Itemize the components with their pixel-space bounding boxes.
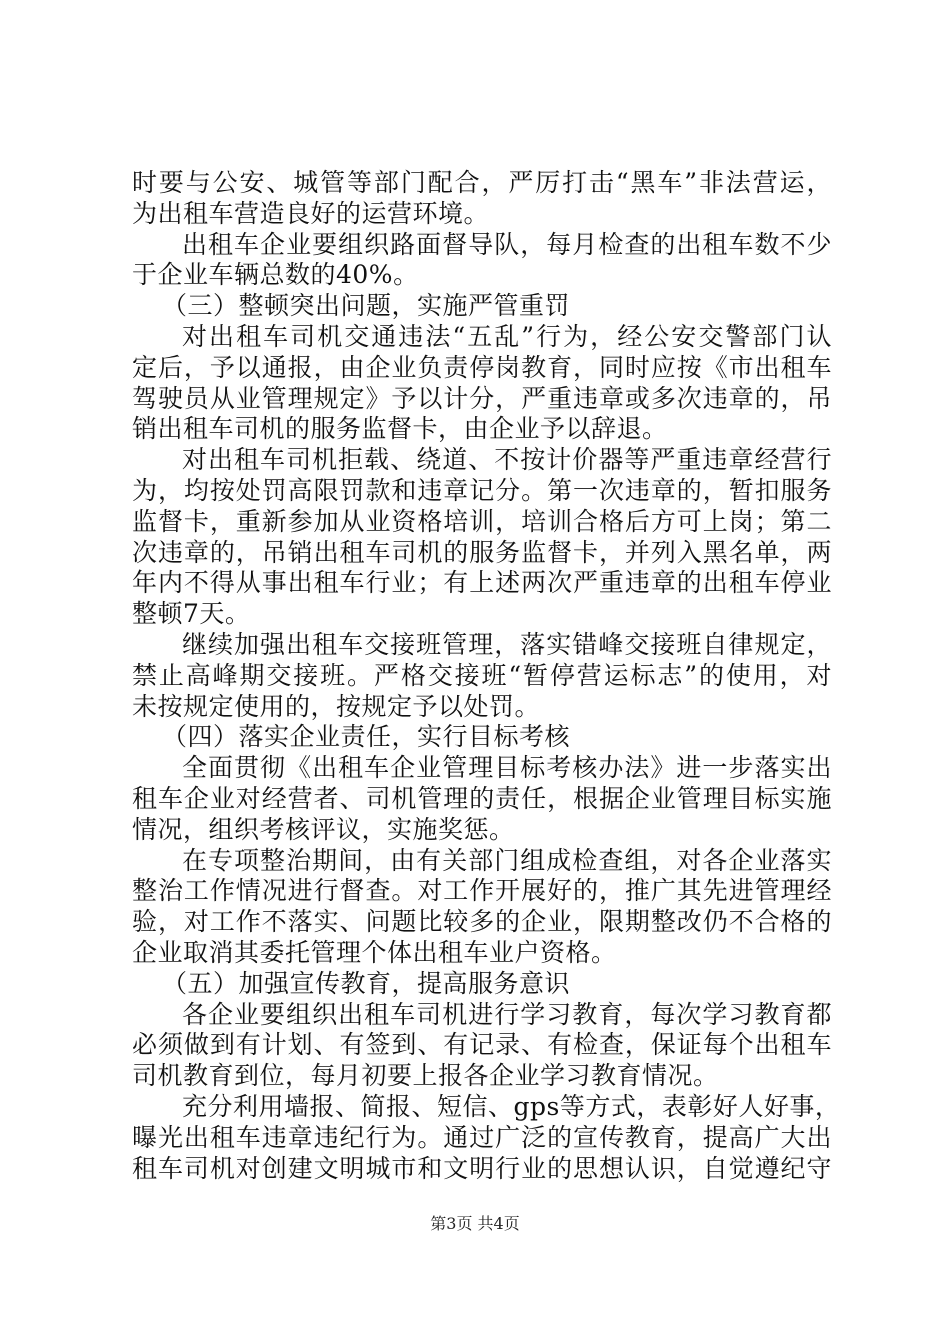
text-line: 司机教育到位，每月初要上报各企业学习教育情况。 [132,1061,719,1091]
section-heading: （五）加强宣传教育，提高服务意识 [162,968,571,998]
text-line: 情况，组织考核评议，实施奖惩。 [132,814,515,844]
text-line: 在专项整治期间，由有关部门组成检查组，对各企业落实 [182,845,832,875]
text-line: 各企业要组织出租车司机进行学习教育，每次学习教育都 [182,999,832,1029]
text-line: 年内不得从事出租车行业；有上述两次严重违章的出租车停业 [132,568,832,598]
text-line: 为出租车营造良好的运营环境。 [132,198,490,228]
section-heading: （四）落实企业责任，实行目标考核 [162,722,571,752]
text-line: 对出租车司机拒载、绕道、不按计价器等严重违章经营行 [182,445,832,475]
page-number: 第3页 共4页 [430,1214,520,1233]
text-line: 驾驶员从业管理规定》予以计分，严重违章或多次违章的，吊 [132,383,832,413]
text-line: 为，均按处罚高限罚款和违章记分。第一次违章的，暂扣服务 [132,475,832,505]
text-line: 曝光出租车违章违纪行为。通过广泛的宣传教育，提高广大出 [132,1122,832,1152]
document-body [132,168,841,1184]
section-heading: （三）整顿突出问题，实施严管重罚 [162,291,571,321]
text-line: 于企业车辆总数的40%。 [132,260,419,290]
text-line: 定后，予以通报，由企业负责停岗教育，同时应按《市出租车 [132,352,832,382]
text-line: 时要与公安、城管等部门配合，严厉打击“黑车”非法营运， [132,168,832,197]
page-footer [0,1214,950,1234]
text-line: 销出租车司机的服务监督卡，由企业予以辞退。 [132,414,668,444]
text-line: 验，对工作不落实、问题比较多的企业，限期整改仍不合格的 [132,907,832,937]
text-line: 继续加强出租车交接班管理，落实错峰交接班自律规定， [182,629,832,659]
text-line: 租车企业对经营者、司机管理的责任，根据企业管理目标实施 [132,783,832,813]
text-line: 必须做到有计划、有签到、有记录、有检查，保证每个出租车 [132,1030,832,1060]
text-line: 禁止高峰期交接班。严格交接班“暂停营运标志”的使用，对 [132,660,832,690]
text-line: 全面贯彻《出租车企业管理目标考核办法》进一步落实出 [182,753,832,783]
text-line: 整治工作情况进行督查。对工作开展好的，推广其先进管理经 [132,876,832,906]
text-line: 整顿7天。 [132,599,251,629]
text-line: 次违章的，吊销出租车司机的服务监督卡，并列入黑名单，两 [132,537,832,567]
text-line: 对出租车司机交通违法“五乱”行为，经公安交警部门认 [182,321,832,351]
text-line: 充分利用墙报、简报、短信、gps等方式，表彰好人好事， [182,1091,841,1121]
text-line: 未按规定使用的，按规定予以处罚。 [132,691,541,721]
text-line: 出租车企业要组织路面督导队，每月检查的出租车数不少 [182,229,832,259]
text-line: 租车司机对创建文明城市和文明行业的思想认识，自觉遵纪守 [132,1153,832,1183]
text-line: 监督卡，重新参加从业资格培训，培训合格后方可上岗；第二 [132,506,832,536]
text-line: 企业取消其委托管理个体出租车业户资格。 [132,937,617,967]
